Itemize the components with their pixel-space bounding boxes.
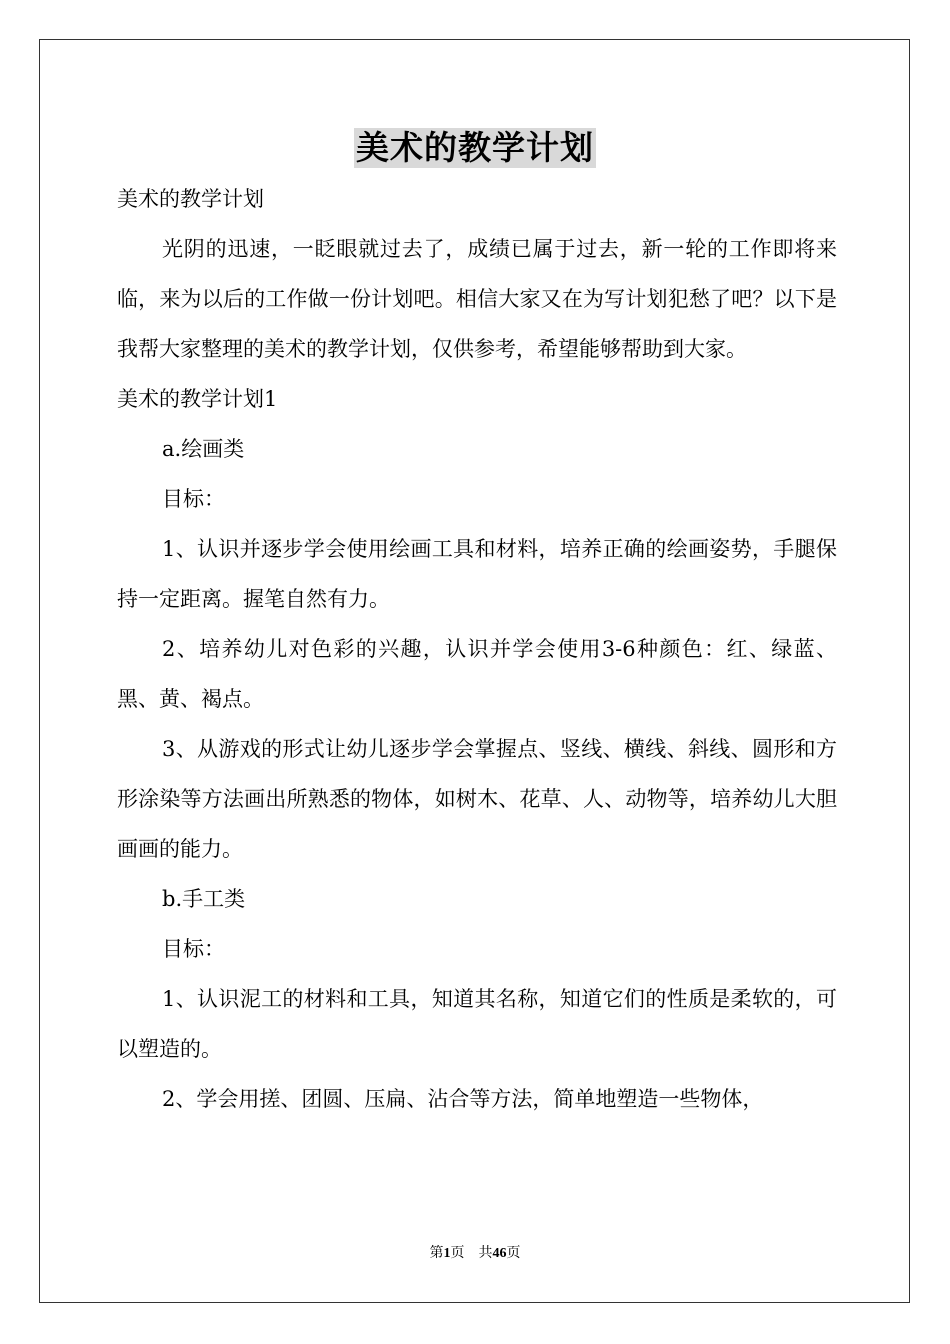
goal-a-label: 目标： xyxy=(162,487,225,511)
b-item-1: 1、认识泥工的材料和工具，知道其名称，知道它们的性质是柔软的，可以塑造的。 xyxy=(117,987,837,1061)
footer-suffix: 页 xyxy=(506,1246,521,1261)
a-item-2: 2、培养幼儿对色彩的兴趣，认识并学会使用3-6种颜色：红、绿蓝、黑、黄、褐点。 xyxy=(117,637,837,711)
document-title: 美术的教学计划 xyxy=(356,128,594,167)
intro-paragraph: 光阴的迅速，一眨眼就过去了，成绩已属于过去，新一轮的工作即将来临，来为以后的工作做一份计划吧。相信大家又在为写计划犯愁了吧？以下是我帮大家整理的美术的教学计划，仅供参考，希望能够帮助到大家。 xyxy=(117,237,837,361)
footer-total-pages: 46 xyxy=(492,1246,507,1261)
b-item-2: 2、学会用搓、团圆、压扁、沾合等方法，简单地塑造一些物体， xyxy=(162,1087,764,1111)
footer-current-page: 1 xyxy=(443,1246,451,1261)
footer-mid: 页 共 xyxy=(450,1246,493,1261)
page-footer xyxy=(0,1244,950,1264)
section-heading: 美术的教学计划 xyxy=(117,187,264,211)
part-a-heading: a.绘画类 xyxy=(162,437,245,461)
a-item-3: 3、从游戏的形式让幼儿逐步学会掌握点、竖线、横线、斜线、圆形和方形涂染等方法画出所熟悉的物体，如树木、花草、人、动物等，培养幼儿大胆画画的能力。 xyxy=(117,737,837,861)
title-container xyxy=(0,128,950,168)
footer-prefix: 第 xyxy=(429,1246,444,1261)
a-item-1: 1、认识并逐步学会使用绘画工具和材料，培养正确的绘画姿势，手腿保持一定距离。握笔自然有力。 xyxy=(117,537,837,611)
part-b-heading: b.手工类 xyxy=(162,887,246,911)
goal-b-label: 目标： xyxy=(162,937,225,961)
section1-heading: 美术的教学计划1 xyxy=(117,387,278,411)
document-body xyxy=(117,174,837,1124)
